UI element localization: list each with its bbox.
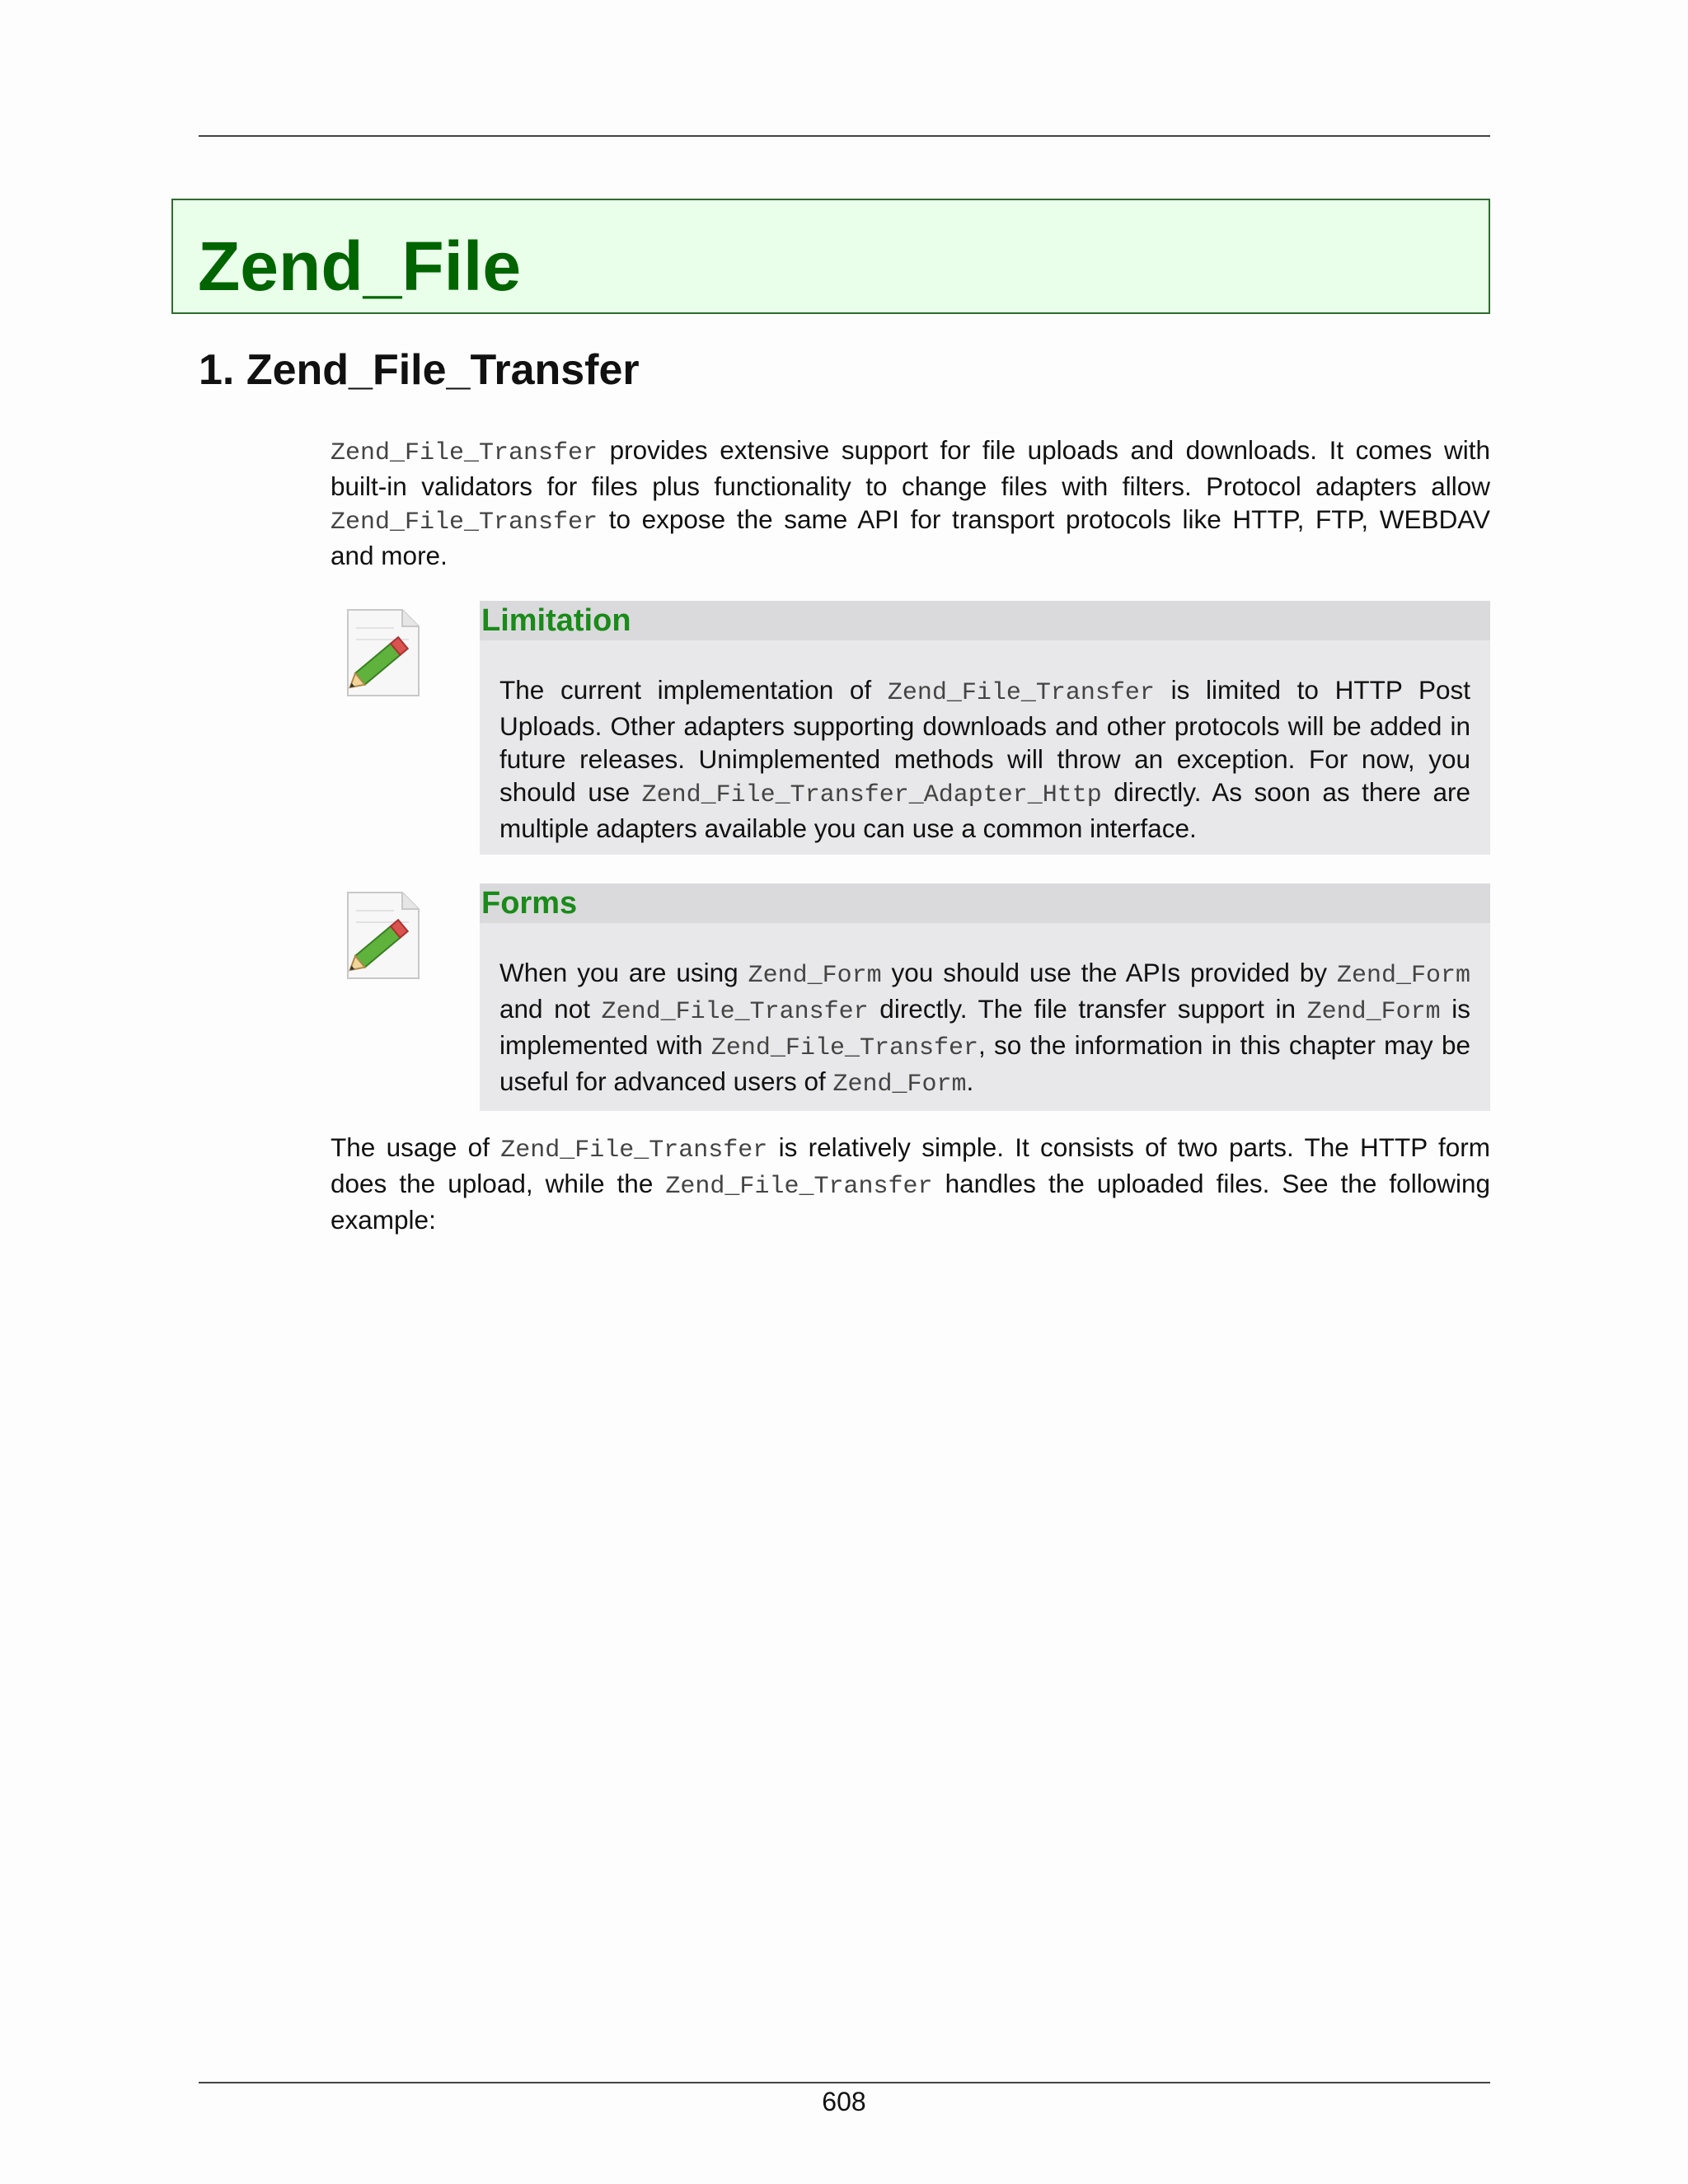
note-limitation — [480, 601, 1490, 855]
section-title: 1. Zend_File_Transfer — [199, 346, 640, 394]
note-title: Limitation — [480, 601, 1490, 640]
note-text: you should use the APIs provided by — [881, 958, 1337, 987]
code-literal: Zend_File_Transfer — [665, 1173, 933, 1201]
note-body — [480, 640, 1490, 855]
note-text: directly. The file transfer support in — [868, 994, 1307, 1024]
intro-paragraph — [331, 434, 1490, 572]
pencil-note-icon — [336, 888, 425, 987]
code-literal: Zend_Form — [1336, 962, 1470, 990]
usage-paragraph — [331, 1131, 1490, 1236]
page-number: 608 — [822, 2087, 866, 2116]
usage-text: handles the uploaded files. See the following example: — [331, 1169, 1490, 1235]
pencil-note-icon — [336, 605, 425, 704]
usage-text: The usage of — [331, 1132, 501, 1162]
note-text: and not — [499, 994, 602, 1024]
usage-text: is relatively simple. It consists of two parts. The HTTP form does the upload, while the — [331, 1132, 1490, 1198]
chapter-title-box — [171, 199, 1490, 314]
code-literal: Zend_File_Transfer — [500, 1137, 768, 1165]
note-title: Forms — [480, 883, 1490, 923]
note-text: is implemented with — [499, 994, 1470, 1060]
intro-text: to expose the same API for transport protocols like HTTP, FTP, WEBDAV and more. — [331, 504, 1490, 570]
note-text: , so the information in this chapter may be useful for advanced users of — [499, 1030, 1470, 1096]
footer-rule — [199, 2082, 1490, 2083]
code-literal: Zend_Form — [1306, 998, 1441, 1026]
chapter-title: Zend_File — [198, 227, 522, 305]
note-forms — [480, 883, 1490, 1111]
header-rule — [199, 135, 1490, 137]
note-text: The current implementation of — [499, 675, 888, 705]
code-literal: Zend_File_Transfer — [887, 679, 1155, 707]
note-text: . — [966, 1066, 974, 1096]
code-literal: Zend_File_Transfer — [331, 509, 598, 537]
intro-text: provides extensive support for file uploads and downloads. It comes with built-in validators for files plus functionality to change files with filters. Protocol adapters allow — [331, 435, 1490, 501]
code-literal: Zend_Form — [748, 962, 882, 990]
code-literal: Zend_File_Transfer — [601, 998, 869, 1026]
note-text: directly. As soon as there are multiple adapters available you can use a common interface. — [499, 777, 1470, 843]
code-literal: Zend_File_Transfer_Adapter_Http — [641, 781, 1102, 809]
note-body — [480, 923, 1490, 1111]
code-literal: Zend_File_Transfer — [331, 439, 598, 467]
note-text: is limited to HTTP Post Uploads. Other adapters supporting downloads and other protocols will be added in future releases. Unimplemented methods will throw an exception. For now, you should use — [499, 675, 1470, 807]
note-text: When you are using — [499, 958, 748, 987]
code-literal: Zend_File_Transfer — [710, 1034, 978, 1062]
code-literal: Zend_Form — [832, 1071, 967, 1099]
